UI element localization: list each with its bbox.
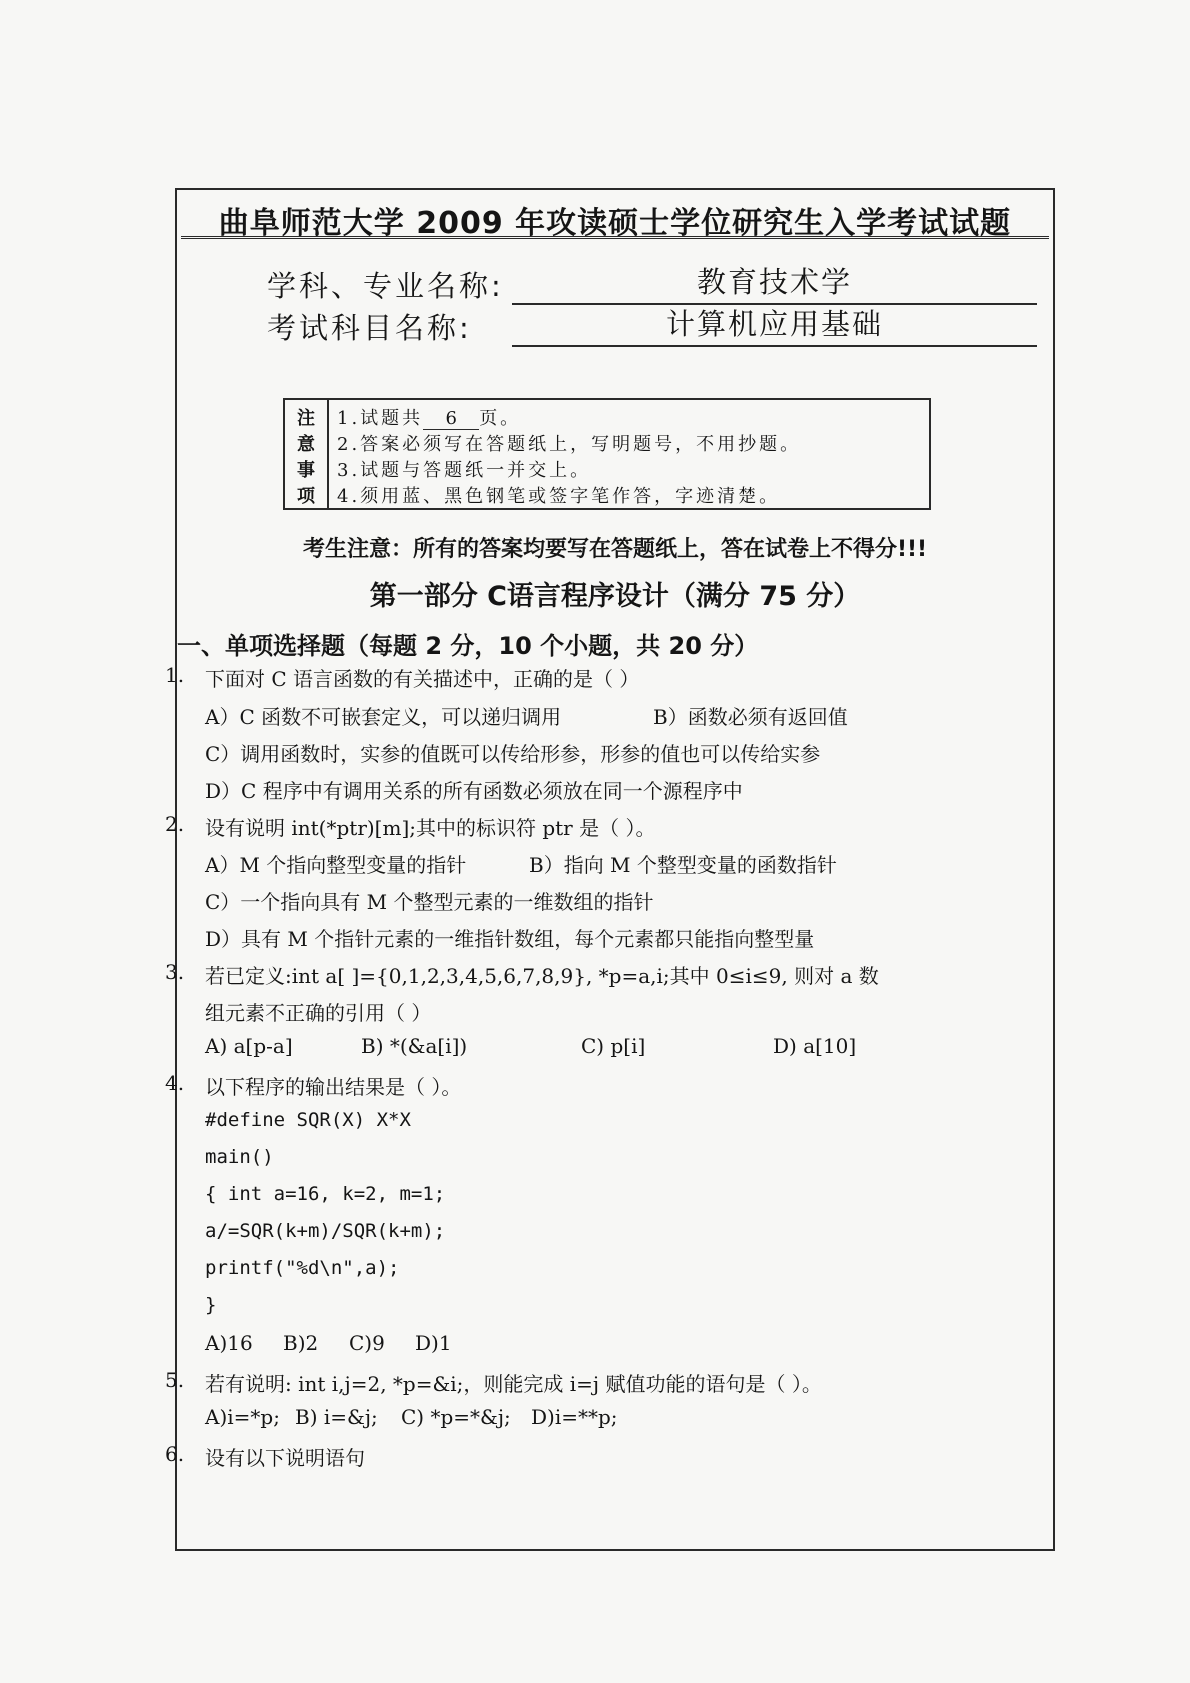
option-a: A) a[p-a] [205,1034,293,1058]
question-number: 4. [165,1071,185,1095]
title-rule [181,236,1049,239]
notes-box [283,398,931,510]
note-line-2: 2.答案必须写在答题纸上，写明题号，不用抄题。 [337,434,802,455]
question-text: 若已定义:int a[ ]={0,1,2,3,4,5,6,7,8,9}, *p=a,i;其中 0≤i≤9, 则对 a 数 [205,964,879,988]
code-line: main() [205,1146,274,1168]
question-number: 1. [165,663,185,687]
notes-head-char: 注 [297,408,315,429]
question-text: 设有说明 int(*ptr)[m];其中的标识符 ptr 是（ ）。 [205,816,656,840]
question-text: 若有说明: int i,j=2, *p=&i;，则能完成 i=j 赋值功能的语句是（ ）。 [205,1372,822,1396]
question-number: 6. [165,1442,185,1466]
question-number: 5. [165,1368,185,1392]
note-line-3: 3.试题与答题纸一并交上。 [337,460,592,481]
candidate-warning: 考生注意：所有的答案均要写在答题纸上，答在试卷上不得分!!! [302,537,928,562]
option-d: D) a[10] [773,1034,857,1058]
code-line: a/=SQR(k+m)/SQR(k+m); [205,1220,446,1242]
option-c: C)9 [349,1331,385,1355]
code-line: printf("%d\n",a); [205,1257,400,1279]
option-c: C）一个指向具有 M 个整型元素的一维数组的指针 [205,890,654,914]
note-1-suffix: 页。 [479,408,522,429]
notes-head-char: 事 [297,460,315,481]
note-1-prefix: 1.试题共 [337,408,424,429]
option-a: A）C 函数不可嵌套定义，可以递归调用 [205,705,562,729]
notes-heading [285,400,329,508]
option-a: A)16 [205,1331,253,1355]
option-d: D)i=**p; [531,1405,618,1429]
option-c: C) *p=*&j; [401,1405,511,1429]
question-text: 以下程序的输出结果是（ ）。 [205,1075,462,1099]
option-b: B）指向 M 个整型变量的函数指针 [529,853,837,877]
option-d: D)1 [415,1331,452,1355]
page-count: 6 [423,408,479,430]
major-label: 学科、专业名称: [267,269,504,303]
question-number: 3. [165,960,185,984]
question-text-cont: 组元素不正确的引用（ ） [205,1001,432,1025]
notes-head-char: 项 [297,486,315,507]
code-line: { int a=16, k=2, m=1; [205,1183,446,1205]
option-c: C）调用函数时，实参的值既可以传给形参，形参的值也可以传给实参 [205,742,821,766]
option-b: B) *(&a[i]) [361,1034,468,1058]
question-number: 2. [165,812,185,836]
option-b: B）函数必须有返回值 [653,705,848,729]
option-a: A）M 个指向整型变量的指针 [205,853,467,877]
option-a: A)i=*p; [205,1405,280,1429]
option-d: D）具有 M 个指针元素的一维指针数组，每个元素都只能指向整型量 [205,927,815,951]
option-b: B)2 [283,1331,319,1355]
section-title: 一、单项选择题（每题 2 分，10 个小题，共 20 分） [177,632,759,660]
notes-body [329,400,929,508]
exam-title: 曲阜师范大学 2009 年攻读硕士学位研究生入学考试试题 [218,206,1012,241]
code-line: #define SQR(X) X*X [205,1109,411,1131]
option-b: B) i=&j; [295,1405,378,1429]
major-value: 教育技术学 [512,260,1037,305]
subject-row [267,302,1037,347]
option-c: C) p[i] [581,1034,646,1058]
part-title: 第一部分 C语言程序设计（满分 75 分） [369,581,861,612]
major-row [267,260,1037,305]
question-text: 下面对 C 语言函数的有关描述中，正确的是（ ） [205,667,640,691]
code-line: } [205,1294,217,1316]
exam-page-frame [165,188,1055,1551]
note-line-1 [337,404,921,430]
question-text: 设有以下说明语句 [205,1446,365,1470]
subject-label: 考试科目名称: [267,311,472,345]
option-d: D）C 程序中有调用关系的所有函数必须放在同一个源程序中 [205,779,743,803]
note-line-4: 4.须用蓝、黑色钢笔或签字笔作答，字迹清楚。 [337,486,781,507]
notes-head-char: 意 [297,434,315,455]
subject-value: 计算机应用基础 [512,302,1037,347]
